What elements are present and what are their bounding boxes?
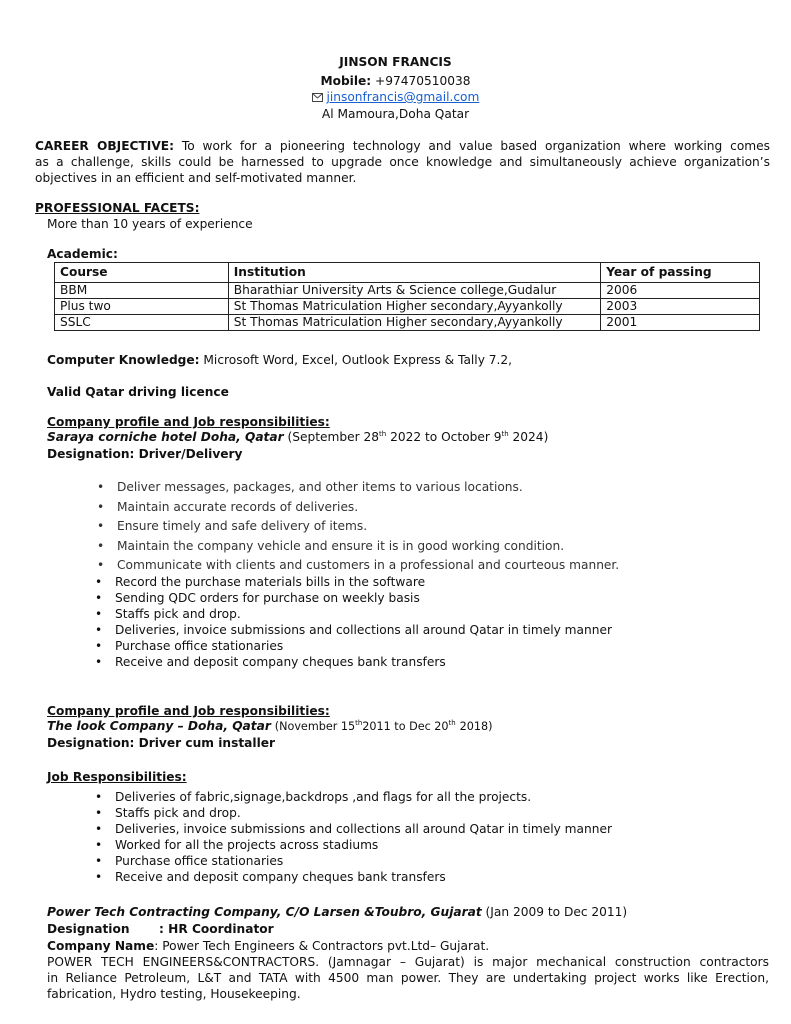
job2-designation-value: : Driver cum installer <box>129 736 276 750</box>
job3-designation-value: : HR Coordinator <box>159 922 274 936</box>
table-header-cell: Course <box>55 263 229 283</box>
table-cell: 2001 <box>601 315 760 331</box>
list-item: • Communicate with clients and customers in a professional and courteous manner. <box>97 558 620 573</box>
career-objective <box>35 138 770 186</box>
table-cell: Bharathiar University Arts & Science college,Gudalur <box>228 283 600 299</box>
job1-company: Saraya corniche hotel Doha, Qatar <box>47 430 284 444</box>
table-cell: 2003 <box>601 299 760 315</box>
list-item: • Sending QDC orders for purchase on weekly basis <box>95 590 420 605</box>
table-cell: St Thomas Matriculation Higher secondary,Ayyankolly <box>228 315 600 331</box>
table-header-cell: Institution <box>228 263 600 283</box>
mobile-label: Mobile: <box>320 74 372 88</box>
table-cell: BBM <box>55 283 229 299</box>
job1-duties-list-a <box>97 478 620 576</box>
list-item: • Receive and deposit company cheques bank transfers <box>95 869 446 884</box>
mobile-value: +97470510038 <box>375 74 471 88</box>
job3-desc-line-1: POWER TECH ENGINEERS&CONTRACTORS. (Jamnagar – Gujarat) is major mechanical construction contractors <box>47 955 769 969</box>
job2-designation-line <box>47 736 275 750</box>
objective-line-1: To work for a pioneering technology and value based organization where working comes <box>181 139 770 153</box>
job1-duties-list-b <box>95 575 612 670</box>
job2-period-mid: 2011 to Dec 20 <box>362 720 449 733</box>
list-item: • Staffs pick and drop. <box>95 606 241 621</box>
list-item: • Maintain accurate records of deliveries. <box>97 499 359 514</box>
driving-licence: Valid Qatar driving licence <box>47 385 229 399</box>
table-row <box>55 299 760 315</box>
candidate-name: JINSON FRANCIS <box>339 55 452 69</box>
job1-period-start: (September 28 <box>287 430 380 444</box>
job1-period-mid: 2022 to October 9 <box>390 430 502 444</box>
list-item: • Receive and deposit company cheques bank transfers <box>95 654 446 669</box>
list-item: • Staffs pick and drop. <box>95 805 241 820</box>
job1-company-line <box>47 430 548 444</box>
table-cell: SSLC <box>55 315 229 331</box>
list-item: • Purchase office stationaries <box>95 853 284 868</box>
job2-period-end: 2018) <box>459 720 493 733</box>
job3-company-name-line <box>47 939 489 953</box>
job2-designation-label: Designation <box>47 736 130 750</box>
computer-knowledge <box>47 353 512 367</box>
table-cell: 2006 <box>601 283 760 299</box>
computer-knowledge-value: Microsoft Word, Excel, Outlook Express & Tally 7.2, <box>203 353 513 367</box>
job3-company: Power Tech Contracting Company, C/O Larsen &Toubro, Gujarat <box>47 905 482 919</box>
job1-designation: Designation: Driver/Delivery <box>47 447 243 461</box>
table-cell: Plus two <box>55 299 229 315</box>
objective-line-3: objectives in an efficient and self-motivated manner. <box>35 171 357 185</box>
experience-summary: More than 10 years of experience <box>47 217 253 231</box>
list-item: • Worked for all the projects across stadiums <box>95 837 379 852</box>
job2-period-start: (November 15 <box>274 720 356 733</box>
objective-line-2: as a challenge, skills could be harnessed to upgrade once knowledge and simultaneously achieve organization’s <box>35 155 770 169</box>
list-item: • Deliveries, invoice submissions and collections all around Qatar in timely manner <box>95 821 612 836</box>
job2-period-sup-2: th <box>448 719 456 727</box>
table-cell: St Thomas Matriculation Higher secondary,Ayyankolly <box>228 299 600 315</box>
job3-company-line <box>47 905 627 919</box>
objective-label: CAREER OBJECTIVE: <box>35 139 174 153</box>
job3-desc-line-3: fabrication, Hydro testing, Housekeeping. <box>47 987 301 1001</box>
table-header-row <box>55 263 760 283</box>
job2-responsibilities-heading: Job Responsibilities: <box>47 770 187 784</box>
job3-period: (Jan 2009 to Dec 2011) <box>485 905 628 919</box>
job3-designation-label: Designation <box>47 922 130 936</box>
table-header-cell: Year of passing <box>601 263 760 283</box>
list-item: • Purchase office stationaries <box>95 638 284 653</box>
job1-period-sup-2: th <box>501 430 509 438</box>
job3-description <box>47 954 769 1002</box>
list-item: • Deliveries, invoice submissions and collections all around Qatar in timely manner <box>95 622 612 637</box>
computer-knowledge-label: Computer Knowledge: <box>47 353 200 367</box>
job2-company: The look Company – Doha, Qatar <box>47 719 271 733</box>
academic-table <box>54 262 760 331</box>
job2-duties-list <box>95 790 612 885</box>
job3-company-name-value: : Power Tech Engineers & Contractors pvt.Ltd– Gujarat. <box>154 939 490 953</box>
list-item: • Deliveries of fabric,signage,backdrops ,and flags for all the projects. <box>95 790 532 804</box>
list-item: • Maintain the company vehicle and ensure it is in good working condition. <box>97 538 565 553</box>
address: Al Mamoura,Doha Qatar <box>321 107 470 121</box>
table-row <box>55 283 760 299</box>
envelope-icon <box>312 90 327 104</box>
academic-heading: Academic: <box>47 247 118 261</box>
job1-period-end: 2024) <box>512 430 549 444</box>
list-item: • Deliver messages, packages, and other items to various locations. <box>97 480 523 494</box>
list-item: • Record the purchase materials bills in the software <box>95 575 426 589</box>
mobile-line <box>0 74 791 88</box>
job2-company-line <box>47 719 492 733</box>
email-link[interactable]: jinsonfrancis@gmail.com <box>326 90 480 104</box>
job2-period-sup-1: th <box>355 719 363 727</box>
job3-desc-line-2: in Reliance Petroleum, L&T and TATA with 4500 man power. They are undertaking project works like Erection, <box>47 971 769 985</box>
job2-heading: Company profile and Job responsibilities: <box>47 704 330 718</box>
professional-facets-heading: PROFESSIONAL FACETS: <box>35 201 200 215</box>
job1-period-sup-1: th <box>379 430 387 438</box>
email-line <box>0 90 791 104</box>
job1-heading: Company profile and Job responsibilities: <box>47 415 330 429</box>
list-item: • Ensure timely and safe delivery of items. <box>97 519 368 534</box>
job3-company-name-label: Company Name <box>47 939 155 953</box>
job3-designation-line <box>47 922 274 936</box>
table-row <box>55 315 760 331</box>
